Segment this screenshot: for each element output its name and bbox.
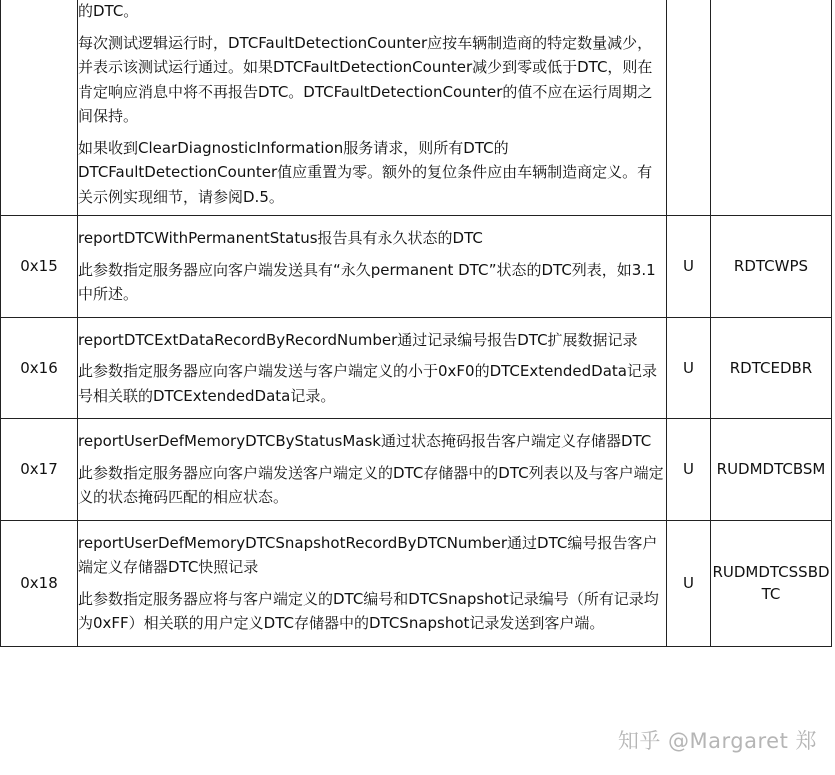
type-cell <box>667 0 711 216</box>
description-paragraph: 此参数指定服务器应向客户端发送具有“永久permanent DTC”状态的DTC列表，如3.1中所述。 <box>78 260 656 303</box>
description-cell <box>78 317 667 419</box>
description-paragraph: 此参数指定服务器应向客户端发送与客户端定义的小于0xF0的DTCExtendedData记录号相关联的DTCExtendedData记录。 <box>78 362 657 405</box>
description-paragraph: 此参数指定服务器应将与客户端定义的DTC编号和DTCSnapshot记录编号（所有记录均为0xFF）相关联的用户定义DTC存储器中的DTCSnapshot记录发送到客户端。 <box>78 589 659 632</box>
description-paragraph: 每次测试逻辑运行时，DTCFaultDetectionCounter应按车辆制造商的特定数量减少，并表示该测试运行通过。如果DTCFaultDetectionCounter减少到零或低于DTC，则在肯定响应消息中将不再报告DTC。DTCFaultDetectionCounter的值不应在运行周期之间保持。 <box>78 33 653 125</box>
mnemonic-cell: RUDMDTCSSBDTC <box>711 520 832 646</box>
sub-function-code: 0x18 <box>1 520 78 646</box>
type-cell: U <box>667 317 711 419</box>
description-paragraph: 的DTC。 <box>78 2 139 20</box>
description-paragraph: 如果收到ClearDiagnosticInformation服务请求，则所有DTC的DTCFaultDetectionCounter值应重置为零。额外的复位条件应由车辆制造商定义。有关示例实现细节，请参阅D.5。 <box>78 138 653 206</box>
table-row <box>1 520 832 646</box>
parameter-name: reportDTCWithPermanentStatus报告具有永久状态的DTC <box>78 229 483 247</box>
mnemonic-cell: RDTCWPS <box>711 216 832 318</box>
mnemonic-cell: RDTCEDBR <box>711 317 832 419</box>
table-row <box>1 317 832 419</box>
parameter-name: reportDTCExtDataRecordByRecordNumber通过记录编号报告DTC扩展数据记录 <box>78 330 638 349</box>
watermark: 知乎 @Margaret 郑 <box>617 729 817 753</box>
mnemonic-cell: RUDMDTCBSM <box>711 419 832 521</box>
description-cell <box>78 419 667 521</box>
table-row <box>1 0 832 216</box>
parameter-name: reportUserDefMemoryDTCSnapshotRecordByDTCNumber通过DTC编号报告客户端定义存储器DTC快照记录 <box>78 533 658 576</box>
sub-function-code: 0x15 <box>1 216 78 318</box>
type-cell: U <box>667 216 711 318</box>
type-cell: U <box>667 419 711 521</box>
sub-function-code: 0x16 <box>1 317 78 419</box>
description-cell <box>78 0 667 216</box>
sub-function-code <box>1 0 78 216</box>
sub-function-code: 0x17 <box>1 419 78 521</box>
description-paragraph: 此参数指定服务器应向客户端发送客户端定义的DTC存储器中的DTC列表以及与客户端定义的状态掩码匹配的相应状态。 <box>78 463 664 506</box>
parameter-name: reportUserDefMemoryDTCByStatusMask通过状态掩码报告客户端定义存储器DTC <box>78 432 652 450</box>
table-row <box>1 216 832 318</box>
description-cell <box>78 520 667 646</box>
description-cell <box>78 216 667 318</box>
table-row <box>1 419 832 521</box>
mnemonic-cell <box>711 0 832 216</box>
type-cell: U <box>667 520 711 646</box>
